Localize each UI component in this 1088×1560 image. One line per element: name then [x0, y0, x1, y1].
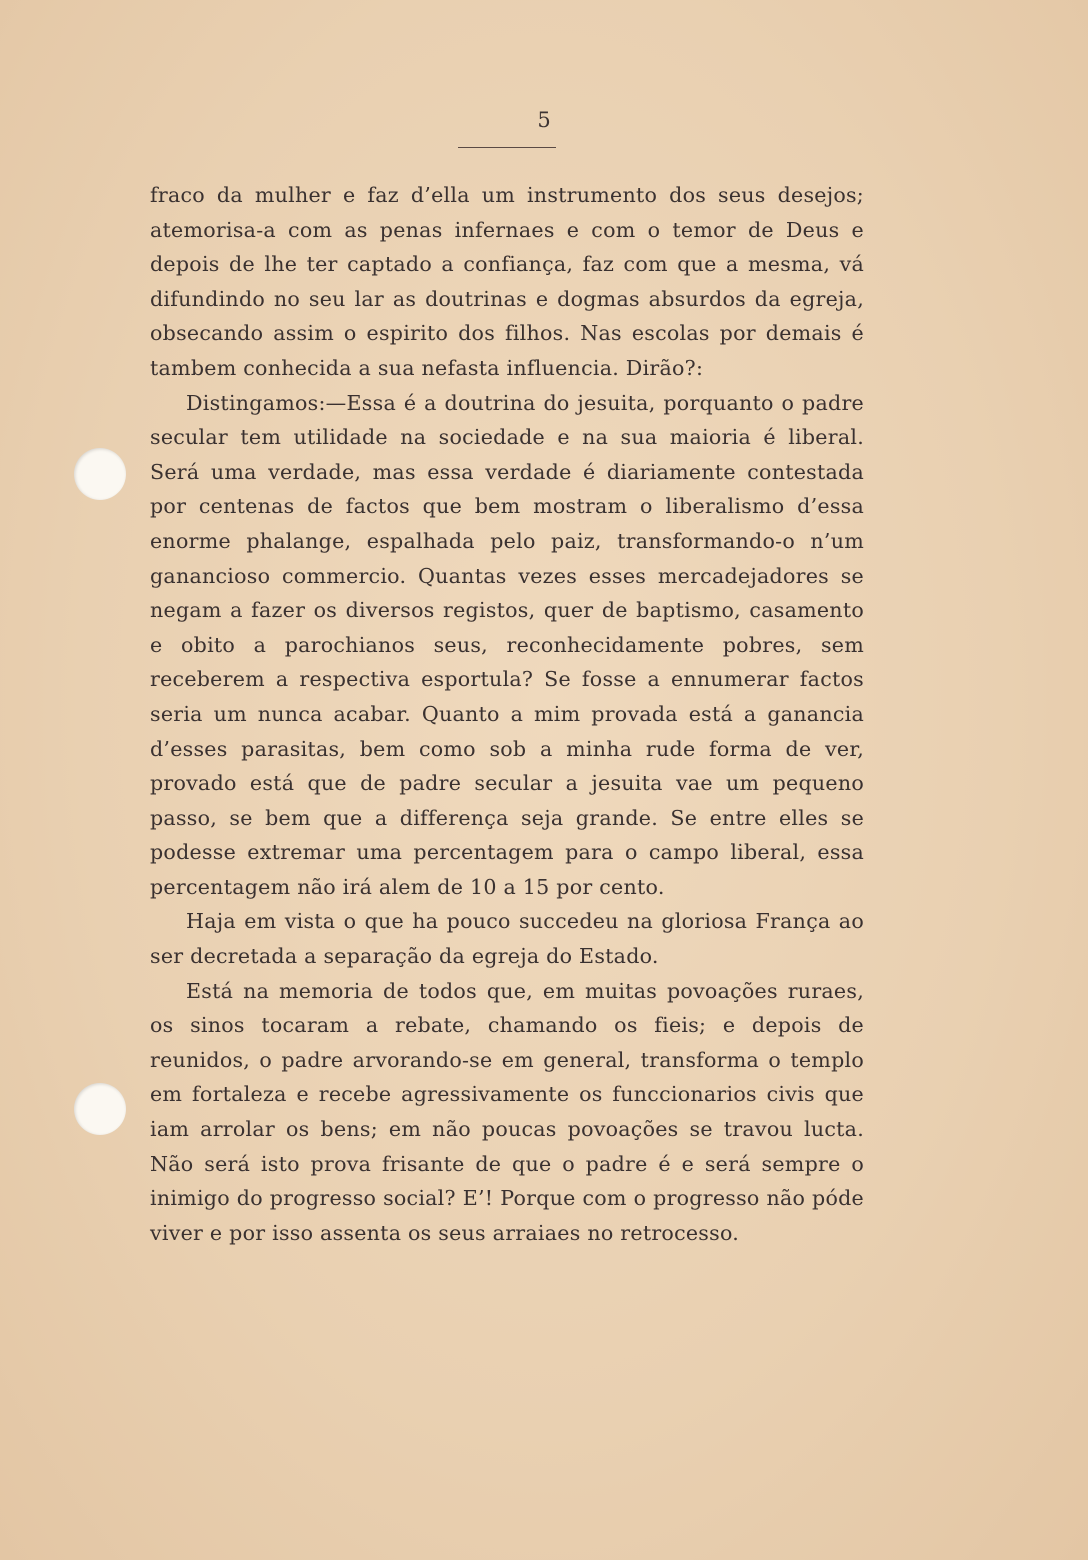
punch-hole-upper [74, 448, 126, 500]
paragraph-3: Haja em vista o que ha pouco succedeu na gloriosa França ao ser decretada a separação da egreja do Estado. [150, 909, 864, 969]
paragraph-1: fraco da mulher e faz d’ella um instrumento dos seus desejos; atemorisa-a com as penas infernaes e com o temor de Deus e depois de lhe ter captado a confiança, faz com que a mesma, vá difundindo no seu lar as doutrinas e dogmas absurdos da egreja, obsecando assim o espirito dos filhos. Nas escolas por demais é tambem conhecida a sua nefasta influencia. Dirão?: [150, 183, 864, 380]
punch-hole-lower [74, 1083, 126, 1135]
paragraph-2: Distingamos:—Essa é a doutrina do jesuita, porquanto o padre secular tem utilidade na sociedade e na sua maioria é liberal. Será uma verdade, mas essa verdade é diariamente contestada por centenas de factos que bem mostram o liberalismo d’essa enorme phalange, espalhada pelo paiz, transformando-o n’um ganancioso commercio. Quantas vezes esses mercadejadores se negam a fazer os diversos registos, quer de baptismo, casamento e obito a parochianos seus, reconhecidamente pobres, sem receberem a respectiva esportula? Se fosse a ennumerar factos seria um nunca acabar. Quanto a mim provada está a ganancia d’esses parasitas, bem como sob a minha rude forma de ver, provado está que de padre secular a jesuita vae um pequeno passo, se bem que a differença seja grande. Se entre elles se podesse extremar uma percentagem para o campo liberal, essa percentagem não irá alem de 10 a 15 por cento. [150, 390, 864, 899]
page-number-rule [458, 147, 556, 148]
body-text [150, 178, 864, 1250]
paragraph-4: Está na memoria de todos que, em muitas povoações ruraes, os sinos tocaram a rebate, chamando os fieis; e depois de reunidos, o padre arvorando-se em general, transforma o templo em fortaleza e recebe agressivamente os funccionarios civis que iam arrolar os bens; em não poucas povoações se travou lucta. Não será isto prova frisante de que o padre é e será sempre o inimigo do progresso social? E’! Porque com o progresso não póde viver e por isso assenta os seus arraiaes no retrocesso. [150, 978, 864, 1245]
page-number: 5 [537, 108, 551, 132]
